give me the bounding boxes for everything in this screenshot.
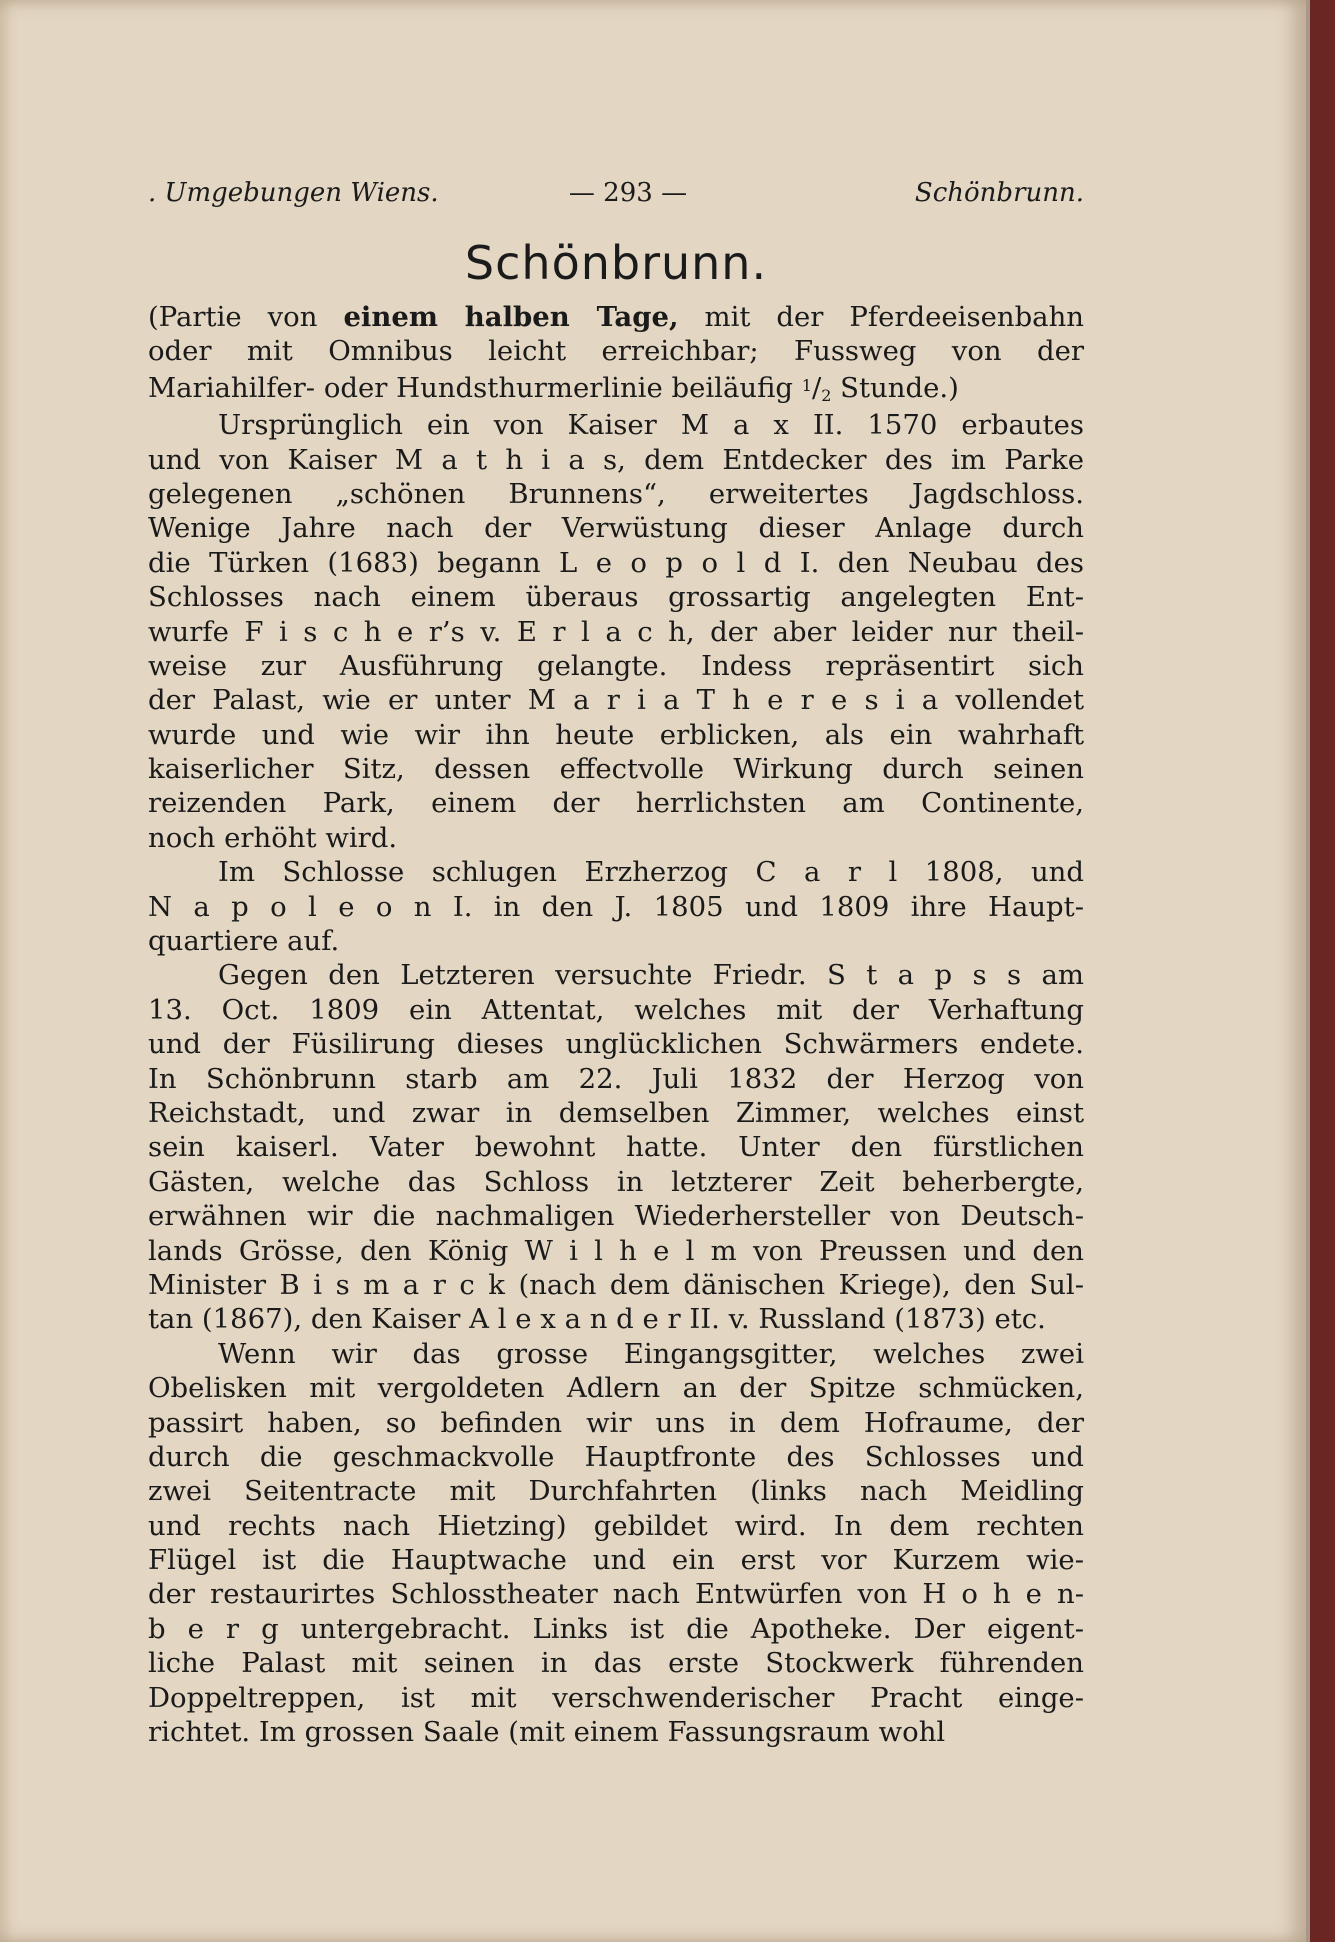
text-line: Wenn wir das grosse Eingangsgitter, welches zwei <box>218 1337 1084 1370</box>
text-line: weise zur Ausführung gelangte. Indess repräsentirt sich <box>148 649 1084 682</box>
text-line: der Palast, wie er unter M a r i a T h e r e s i a vollendet <box>148 684 1084 717</box>
text-line: N a p o l e o n I. in den J. 1805 und 1809 ihre Haupt- <box>148 890 1084 923</box>
paragraph <box>148 408 1084 855</box>
intro-line <box>148 300 1084 334</box>
text-line: liche Palast mit seinen in das erste Stockwerk führenden <box>148 1647 1084 1680</box>
text-line: Reichstadt, und zwar in demselben Zimmer, welches einst <box>148 1096 1084 1129</box>
text-line: Minister B i s m a r c k (nach dem dänischen Kriege), den Sul- <box>148 1268 1084 1301</box>
text-line: Gegen den Letzteren versuchte Friedr. S t a p s s am <box>218 959 1084 992</box>
body-text <box>148 300 1084 1749</box>
text-line: richtet. Im grossen Saale (mit einem Fassungsraum wohl <box>148 1716 946 1749</box>
intro-text: Mariahilfer- oder Hundsthurmerlinie beiläufig <box>148 371 802 404</box>
text-line: kaiserlicher Sitz, dessen effectvolle Wirkung durch seinen <box>148 753 1084 786</box>
text-line: Obelisken mit vergoldeten Adlern an der Spitze schmücken, <box>148 1372 1084 1405</box>
intro-note <box>148 300 1084 403</box>
text-line: und rechts nach Hietzing) gebildet wird. In dem rechten <box>148 1509 1084 1542</box>
text-line: wurfe F i s c h e r’s v. E r l a c h, der aber leider nur theil- <box>148 615 1084 648</box>
text-line: gelegenen „schönen Brunnens“, erweitertes Jagdschloss. <box>148 477 1084 510</box>
intro-text: (Partie von <box>148 301 344 333</box>
text-line: und der Füsilirung dieses unglücklichen Schwärmers endete. <box>148 1028 1084 1061</box>
intro-text: mit der Pferdeeisenbahn <box>678 301 1084 333</box>
running-header <box>148 178 1084 222</box>
text-line: reizenden Park, einem der herrlichsten am Continente, <box>148 787 1084 820</box>
text-line: Im Schlosse schlugen Erzherzog C a r l 1808, und <box>218 856 1084 889</box>
fraction-slash: / <box>811 371 822 404</box>
text-line: erwähnen wir die nachmaligen Wiederhersteller von Deutsch- <box>148 1200 1084 1233</box>
text-line: Wenige Jahre nach der Verwüstung dieser Anlage durch <box>148 512 1084 545</box>
text-line: passirt haben, so befinden wir uns in dem Hofraume, der <box>148 1406 1084 1439</box>
text-line: b e r g untergebracht. Links ist die Apotheke. Der eigent- <box>148 1612 1084 1645</box>
intro-line <box>148 369 1084 403</box>
text-line: Doppeltreppen, ist mit verschwenderischer Pracht einge- <box>148 1681 1084 1714</box>
text-line: Flügel ist die Hauptwache und ein erst vor Kurzem wie- <box>148 1544 1084 1577</box>
text-line: lands Grösse, den König W i l h e l m von Preussen und den <box>148 1234 1084 1267</box>
text-line: Ursprünglich ein von Kaiser M a x II. 1570 erbautes <box>218 409 1084 442</box>
paragraph <box>148 958 1084 1336</box>
text-line: und von Kaiser M a t h i a s, dem Entdecker des im Parke <box>148 443 1084 476</box>
text-line: der restaurirtes Schlosstheater nach Entwürfen von H o h e n- <box>148 1578 1084 1611</box>
header-chapter-title: Schönbrunn. <box>914 178 1084 208</box>
text-line: tan (1867), den Kaiser A l e x a n d e r II. v. Russland (1873) etc. <box>148 1303 1046 1336</box>
intro-text: Stunde.) <box>831 371 959 404</box>
intro-line: oder mit Omnibus leicht erreichbar; Fussweg von der <box>148 335 1084 368</box>
text-line: 13. Oct. 1809 ein Attentat, welches mit der Verhaftung <box>148 993 1084 1026</box>
text-line: Gästen, welche das Schloss in letzterer Zeit beherbergte, <box>148 1165 1084 1198</box>
fraction-numerator: 1 <box>801 375 812 395</box>
text-line: Schlosses nach einem überaus grossartig angelegten Ent- <box>148 581 1084 614</box>
header-section-title: . Umgebungen Wiens. <box>148 178 439 208</box>
page-number: — 293 — <box>568 178 688 208</box>
paragraphs <box>148 408 1084 1749</box>
paragraph <box>148 1337 1084 1750</box>
text-line: sein kaiserl. Vater bewohnt hatte. Unter den fürstlichen <box>148 1131 1084 1164</box>
book-binding-edge <box>1310 0 1335 1942</box>
text-line: zwei Seitentracte mit Durchfahrten (links nach Meidling <box>148 1475 1084 1508</box>
text-line: quartiere auf. <box>148 925 340 958</box>
text-line: In Schönbrunn starb am 22. Juli 1832 der Herzog von <box>148 1062 1084 1095</box>
fraction-denominator: 2 <box>821 385 832 405</box>
paragraph <box>148 855 1084 958</box>
text-line: wurde und wie wir ihn heute erblicken, als ein wahrhaft <box>148 718 1084 751</box>
text-line: die Türken (1683) begann L e o p o l d I. den Neubau des <box>148 546 1084 579</box>
page-title: Schönbrunn. <box>464 236 768 290</box>
text-line: noch erhöht wird. <box>148 821 398 854</box>
text-line: durch die geschmackvolle Hauptfronte des Schlosses und <box>148 1440 1084 1473</box>
intro-bold-text: einem halben Tage, <box>343 301 679 333</box>
